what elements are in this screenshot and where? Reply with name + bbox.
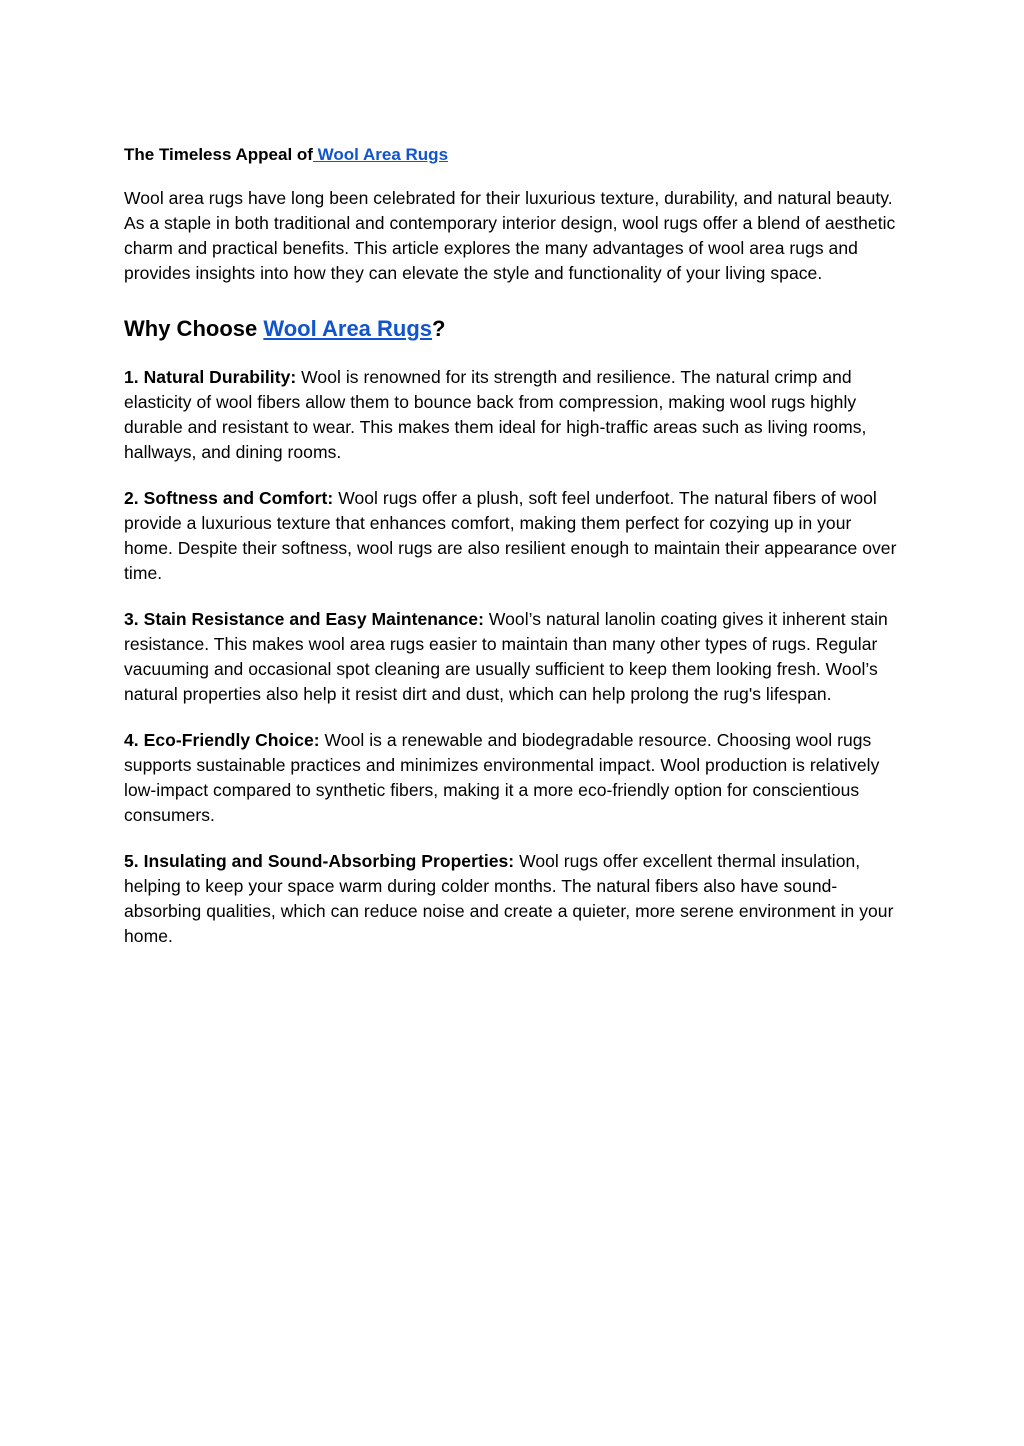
benefit-paragraph-insulating	[124, 849, 904, 949]
heading-text: Why Choose	[124, 316, 264, 341]
benefit-paragraph-durability	[124, 365, 904, 465]
document-title	[124, 140, 904, 170]
title-link-wool-area-rugs[interactable]: Wool Area Rugs	[312, 145, 449, 164]
benefit-text: Wool is renowned for its strength and resilience. The natural crimp and elasticity of wool fibers allow them to bounce back from compression, making wool rugs highly durable and resistant to wear. This makes them ideal for high-traffic areas such as living rooms, hallways, and dining rooms.	[124, 367, 867, 462]
benefit-text: Wool rugs offer a plush, soft feel underfoot. The natural fibers of wool provide a luxurious texture that enhances comfort, making them perfect for cozying up in your home. Despite their softness, wool rugs are also resilient enough to maintain their appearance over time.	[124, 488, 897, 583]
benefit-lead: 3. Stain Resistance and Easy Maintenance:	[124, 609, 484, 629]
heading-link-wool-area-rugs[interactable]: Wool Area Rugs	[263, 316, 433, 341]
document-page	[124, 140, 904, 970]
section-heading	[124, 313, 904, 345]
benefit-text: Wool is a renewable and biodegradable resource. Choosing wool rugs supports sustainable practices and minimizes environmental impact. Wool production is relatively low-impact compared to synthetic fibers, making it a more eco-friendly option for conscientious consumers.	[124, 730, 880, 825]
benefit-lead: 2. Softness and Comfort:	[124, 488, 334, 508]
benefit-lead: 4. Eco-Friendly Choice:	[124, 730, 320, 750]
benefit-text: Wool rugs offer excellent thermal insulation, helping to keep your space warm during colder months. The natural fibers also have sound-absorbing qualities, which can reduce noise and create a quieter, more serene environment in your home.	[124, 851, 894, 946]
benefit-paragraph-eco-friendly	[124, 728, 904, 828]
intro-paragraph: Wool area rugs have long been celebrated for their luxurious texture, durability, and natural beauty. As a staple in both traditional and contemporary interior design, wool rugs offer a blend of aesthetic charm and practical benefits. This article explores the many advantages of wool area rugs and provides insights into how they can elevate the style and functionality of your living space.	[124, 188, 896, 283]
benefit-paragraph-stain-resistance	[124, 607, 904, 707]
benefit-text: Wool’s natural lanolin coating gives it inherent stain resistance. This makes wool area rugs easier to maintain than many other types of rugs. Regular vacuuming and occasional spot cleaning are usually sufficient to keep them looking fresh. Wool’s natural properties also help it resist dirt and dust, which can help prolong the rug's lifespan.	[124, 609, 888, 704]
benefit-paragraph-softness	[124, 486, 904, 586]
benefit-lead: 1. Natural Durability:	[124, 367, 297, 387]
heading-suffix: ?	[432, 316, 446, 341]
benefit-lead: 5. Insulating and Sound-Absorbing Properties:	[124, 851, 515, 871]
title-text: The Timeless Appeal of	[124, 145, 313, 164]
